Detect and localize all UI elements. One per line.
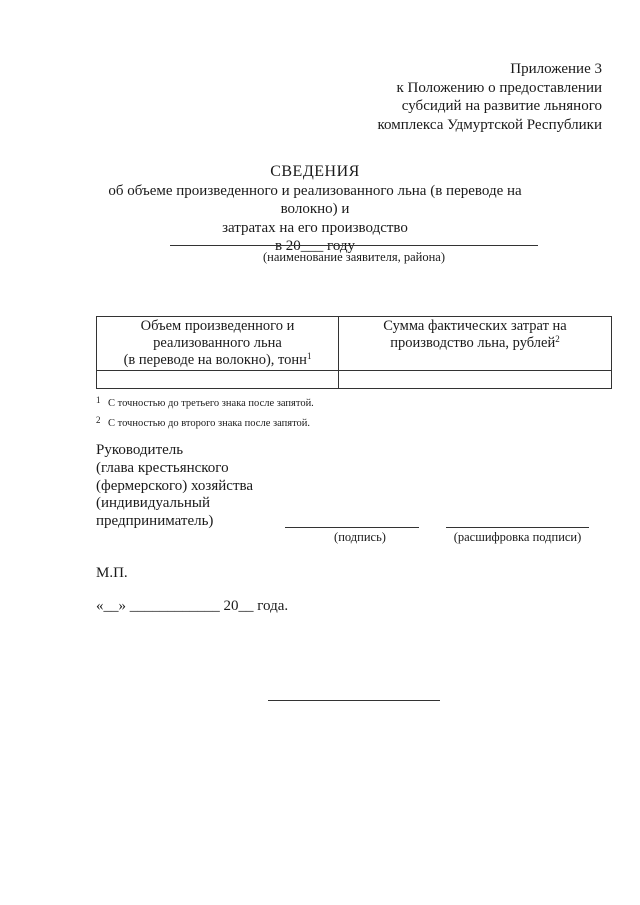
- footnote: [96, 392, 314, 412]
- footnotes: [96, 392, 314, 432]
- footnote-number: 1: [96, 395, 101, 405]
- header-text: реализованного льна: [153, 335, 282, 351]
- costs-input-cell[interactable]: [339, 371, 612, 389]
- table-row: [97, 371, 612, 389]
- col-costs-header: [339, 317, 612, 371]
- manager-line: (индивидуальный: [96, 495, 211, 512]
- appendix-line: комплекса Удмуртской Республики: [377, 116, 602, 133]
- appendix-header: [302, 60, 602, 134]
- title-line: об объеме произведенного и реализованного льна (в переводе на волокно) и: [108, 182, 522, 217]
- manager-line: (глава крестьянского: [96, 459, 229, 476]
- document-title: [80, 163, 550, 256]
- table-header-row: [97, 317, 612, 371]
- col-volume-header: [97, 317, 339, 371]
- footnote-text: С точностью до третьего знака после запятой.: [108, 398, 314, 409]
- footnote-number: 2: [96, 415, 101, 425]
- footnote-text: С точностью до второго знака после запятой.: [108, 418, 311, 429]
- volume-input-cell[interactable]: [97, 371, 339, 389]
- date-line[interactable]: «__» ____________ 20__ года.: [96, 598, 289, 614]
- footnote-mark: 1: [306, 351, 312, 361]
- appendix-line: к Положению о предоставлении: [396, 79, 602, 96]
- header-text: Сумма фактических затрат на: [383, 318, 567, 334]
- header-text: [343, 335, 607, 352]
- signature-field[interactable]: [285, 527, 419, 528]
- applicant-caption: (наименование заявителя, района): [262, 250, 446, 264]
- appendix-line: Приложение 3: [510, 61, 602, 77]
- year-line: в 20___ году: [274, 238, 356, 254]
- manager-line: Руководитель: [96, 442, 184, 458]
- signature-caption: (подпись): [334, 530, 386, 544]
- header-text: (в переводе на волокно), тонн: [123, 352, 307, 368]
- end-separator: [268, 700, 440, 701]
- title-line: затратах на его производство: [222, 219, 408, 236]
- footnote-mark: 2: [555, 334, 560, 344]
- manager-label: [96, 442, 253, 531]
- footnote: [96, 412, 314, 432]
- data-table: [96, 316, 612, 389]
- signature-decode-field[interactable]: [446, 527, 589, 528]
- header-text: производство льна, рублей: [390, 335, 556, 351]
- signature-decode-caption: (расшифровка подписи): [453, 530, 582, 544]
- manager-line: (фермерского) хозяйства: [96, 477, 254, 494]
- title-heading: СВЕДЕНИЯ: [270, 163, 360, 180]
- header-text: Объем произведенного и: [140, 318, 295, 334]
- header-text: [101, 352, 334, 369]
- applicant-name-field[interactable]: [170, 245, 538, 246]
- appendix-line: субсидий на развитие льняного: [401, 98, 602, 114]
- manager-line: предприниматель): [96, 513, 214, 530]
- stamp-placeholder: М.П.: [96, 565, 128, 581]
